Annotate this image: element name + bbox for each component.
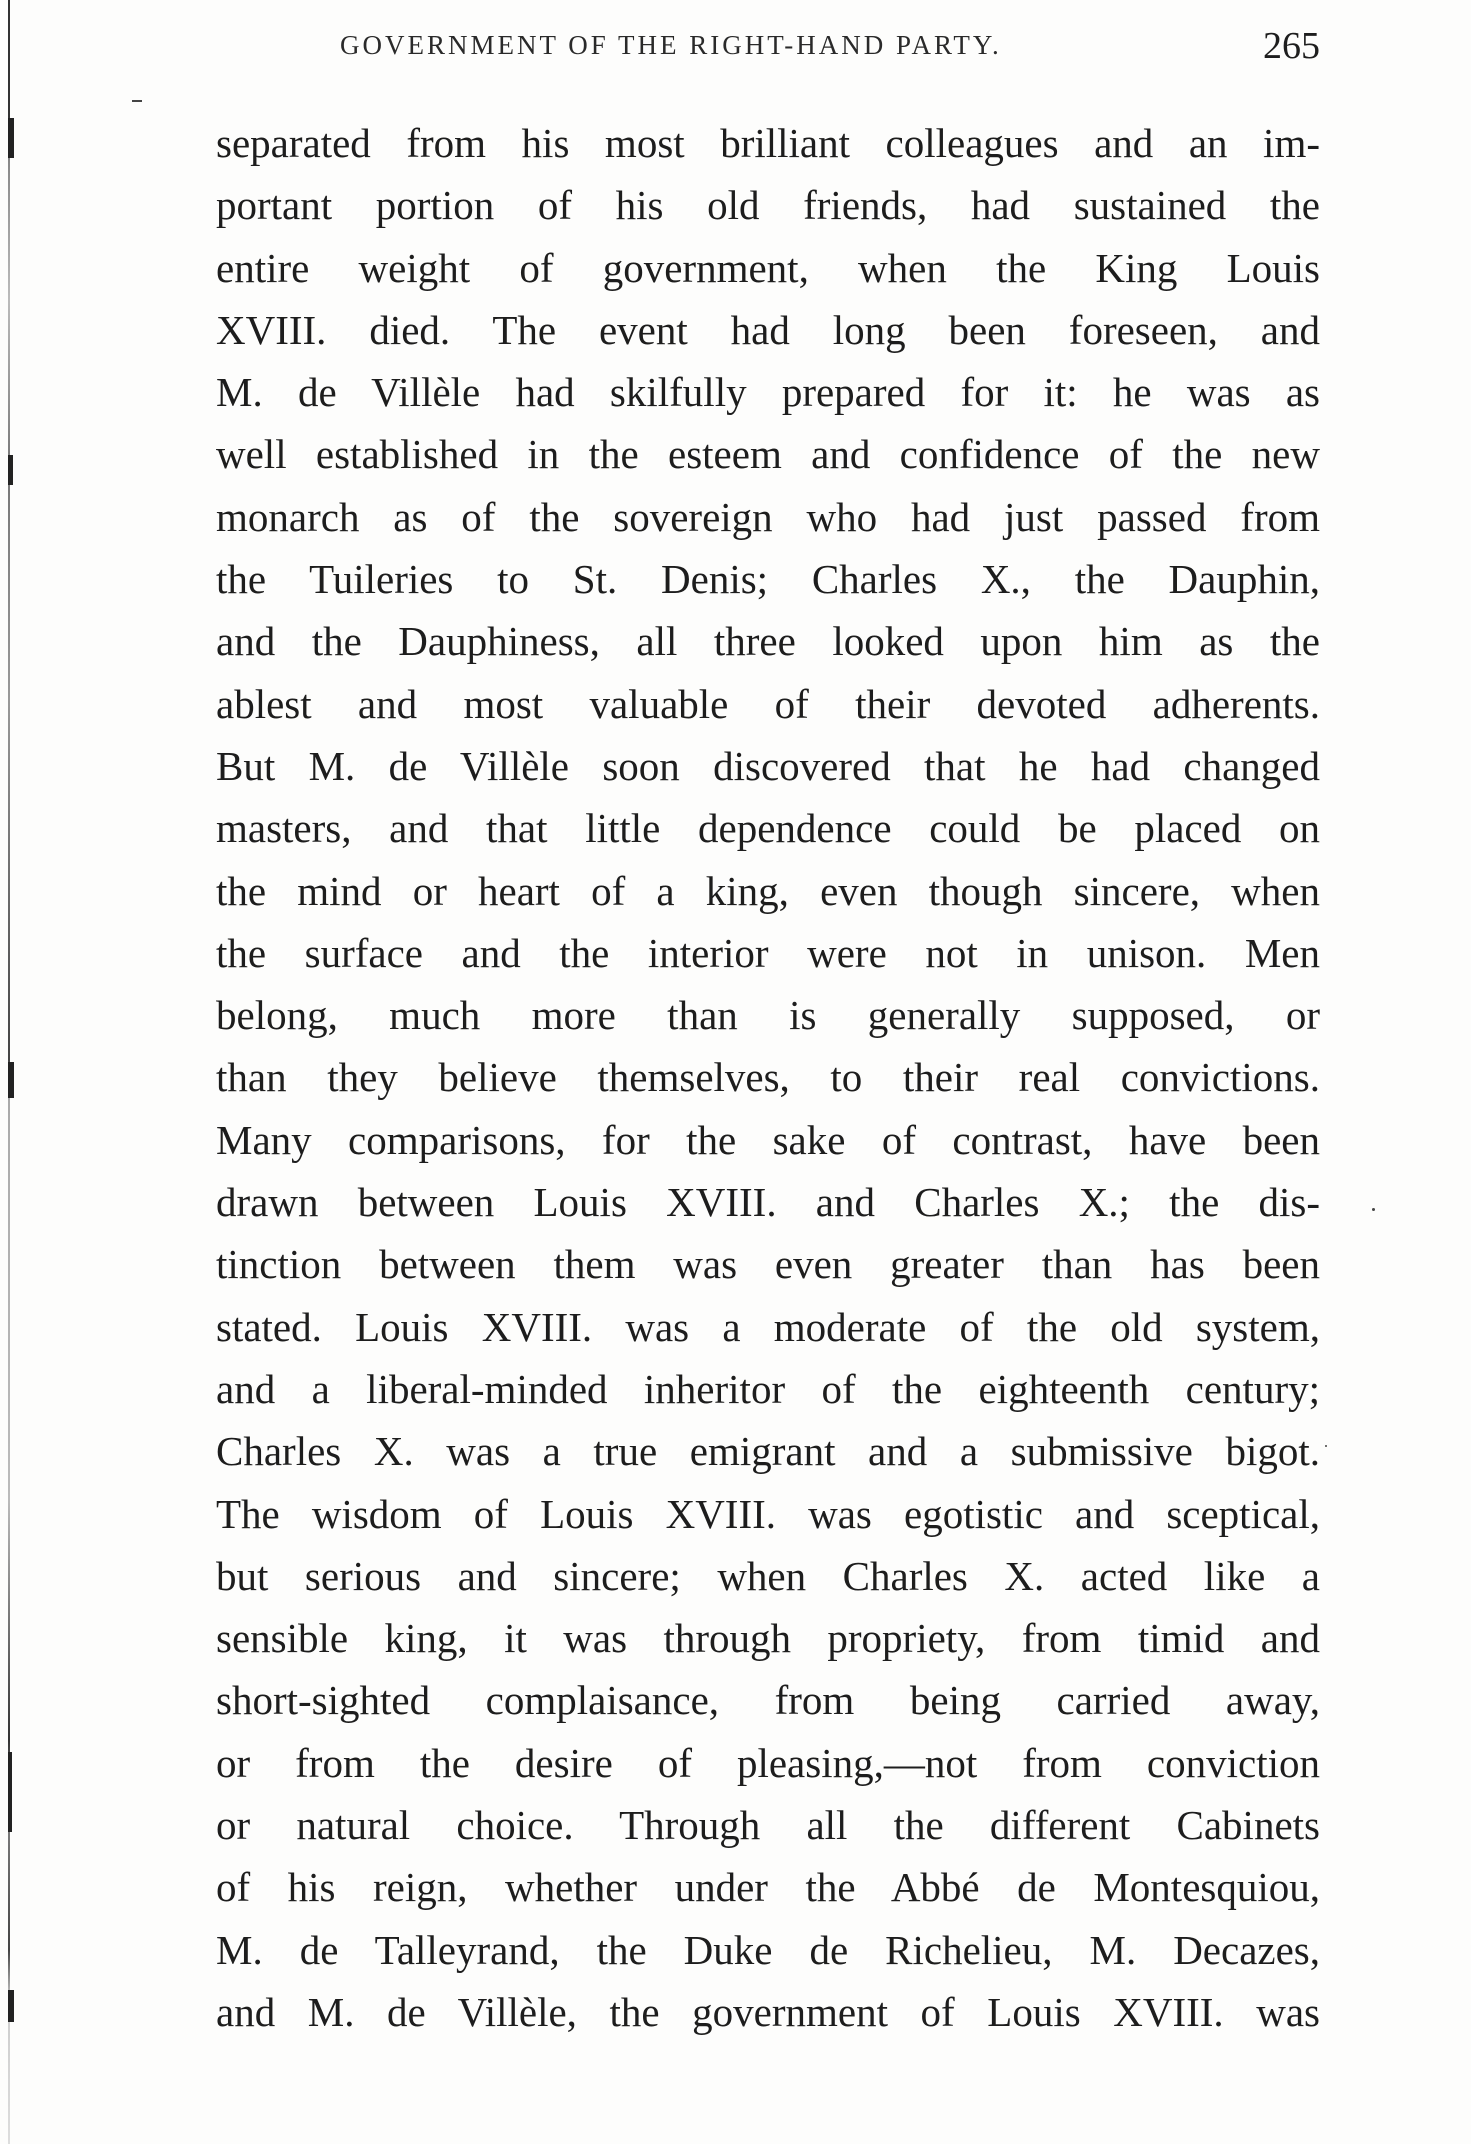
print-speck (1325, 1445, 1327, 1447)
text-line: M. de Talleyrand, the Duke de Richelieu, M. Decazes, (216, 1926, 1320, 1973)
text-line: sensible king, it was through propriety, from timid and (216, 1615, 1320, 1662)
print-speck (1372, 1208, 1375, 1211)
text-line: The wisdom of Louis XVIII. was egotistic and sceptical, (216, 1490, 1320, 1537)
text-line: Many comparisons, for the sake of contrast, have been (216, 1116, 1320, 1163)
text-line: entire weight of government, when the King Louis (216, 244, 1320, 291)
text-line: than they believe themselves, to their real convictions. (216, 1054, 1320, 1101)
text-line: and M. de Villèle, the government of Louis XVIII. was (216, 1988, 1320, 2035)
print-speck (132, 100, 142, 102)
text-line: or natural choice. Through all the different Cabinets (216, 1802, 1320, 1849)
text-line: belong, much more than is generally supposed, or (216, 992, 1320, 1039)
text-line: tinction between them was even greater than has been (216, 1241, 1320, 1288)
text-line: the surface and the interior were not in unison. Men (216, 929, 1320, 976)
text-line: of his reign, whether under the Abbé de Montesquiou, (216, 1864, 1320, 1911)
page-number: 265 (1263, 25, 1320, 67)
text-line: masters, and that little dependence could be placed on (216, 805, 1320, 852)
text-line: stated. Louis XVIII. was a moderate of the old system, (216, 1303, 1320, 1350)
page-header (340, 24, 1320, 67)
binding-notch (8, 118, 14, 158)
text-line: Charles X. was a true emigrant and a submissive bigot. (216, 1428, 1320, 1475)
binding-notch (8, 1990, 14, 2022)
binding-notch (8, 1752, 12, 1832)
text-line: the mind or heart of a king, even though sincere, when (216, 867, 1320, 914)
text-line: XVIII. died. The event had long been foreseen, and (216, 306, 1320, 353)
text-line: well established in the esteem and confidence of the new (216, 431, 1320, 478)
text-line: ablest and most valuable of their devoted adherents. (216, 680, 1320, 727)
body-text (216, 112, 1320, 2043)
binding-notch (8, 1062, 14, 1098)
binding-notch (8, 455, 13, 485)
text-line: but serious and sincere; when Charles X. acted like a (216, 1552, 1320, 1599)
text-line: drawn between Louis XVIII. and Charles X.; the dis- (216, 1179, 1320, 1226)
text-line: the Tuileries to St. Denis; Charles X., the Dauphin, (216, 556, 1320, 603)
text-line: But M. de Villèle soon discovered that he had changed (216, 742, 1320, 789)
text-line: separated from his most brilliant colleagues and an im- (216, 120, 1320, 166)
running-head: GOVERNMENT OF THE RIGHT-HAND PARTY. (340, 30, 1002, 60)
text-line: M. de Villèle had skilfully prepared for it: he was as (216, 369, 1320, 416)
text-line: or from the desire of pleasing,—not from conviction (216, 1739, 1320, 1786)
text-line: and the Dauphiness, all three looked upon him as the (216, 618, 1320, 665)
text-line: portant portion of his old friends, had sustained the (216, 182, 1320, 229)
text-line: monarch as of the sovereign who had just passed from (216, 493, 1320, 540)
text-line: and a liberal-minded inheritor of the eighteenth century; (216, 1365, 1320, 1412)
text-line: short-sighted complaisance, from being carried away, (216, 1677, 1320, 1724)
